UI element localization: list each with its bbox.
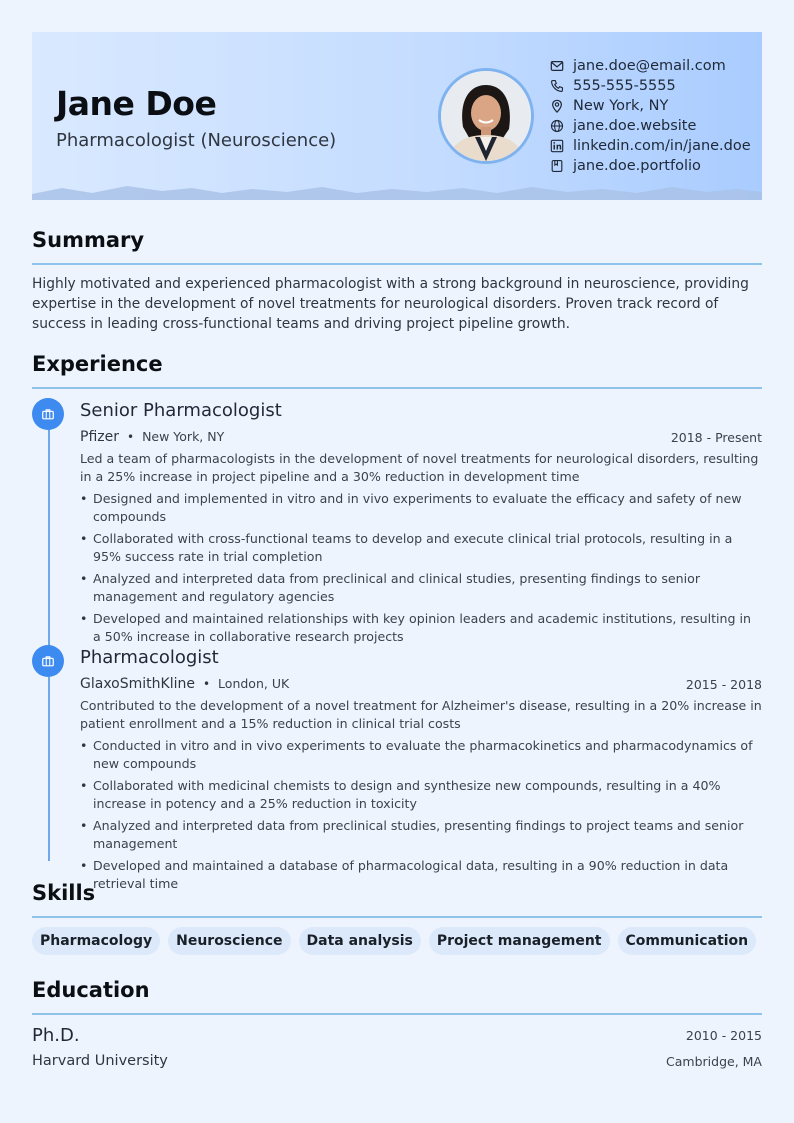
briefcase-icon	[41, 407, 55, 421]
education-school: Harvard University	[32, 1053, 168, 1069]
separator-dot: •	[202, 677, 211, 691]
contact-linkedin-text: linkedin.com/in/jane.doe	[573, 138, 751, 154]
job-entry	[80, 400, 762, 646]
contact-phone[interactable]	[550, 76, 751, 96]
bookmark-icon	[550, 159, 564, 173]
phone-icon	[550, 79, 564, 93]
job-company: GlaxoSmithKline	[80, 676, 195, 692]
mail-icon	[550, 59, 564, 73]
job-description: Led a team of pharmacologists in the development of novel treatments for neurological disorders, resulting in a 25% increase in project pipeline and a 30% reduction in development time	[80, 451, 759, 484]
contact-email-text: jane.doe@email.com	[573, 58, 726, 74]
separator-dot: •	[126, 430, 135, 444]
section-divider	[32, 1013, 762, 1015]
globe-icon	[550, 119, 564, 133]
job-location: London, UK	[218, 676, 290, 691]
list-item: • Designed and implemented in vitro and in vivo experiments to evaluate the efficacy and safety of new compounds	[80, 490, 762, 526]
skill-chip: Communication	[618, 927, 757, 955]
section-title-experience: Experience	[32, 352, 163, 376]
candidate-role: Pharmacologist (Neuroscience)	[56, 130, 337, 151]
list-item: • Developed and maintained a database of pharmacological data, resulting in a 90% reduction in data retrieval time	[80, 857, 762, 893]
contact-list	[550, 56, 751, 176]
list-item: • Analyzed and interpreted data from preclinical studies, presenting findings to project teams and senior management	[80, 817, 762, 853]
header-wave-decoration	[32, 184, 762, 200]
contact-location-text: New York, NY	[573, 98, 669, 114]
education-details	[32, 1053, 762, 1069]
job-description: Contributed to the development of a novel treatment for Alzheimer's disease, resulting in a 20% increase in patient enrollment and a 15% reduction in clinical trial costs	[80, 698, 762, 731]
list-item: • Collaborated with medicinal chemists to design and synthesize new compounds, resulting in a 40% increase in potency and a 25% reduction in toxicity	[80, 777, 762, 813]
contact-portfolio-text: jane.doe.portfolio	[573, 158, 701, 174]
section-title-summary: Summary	[32, 228, 145, 252]
job-location: New York, NY	[142, 429, 225, 444]
skill-chip: Project management	[429, 927, 610, 955]
education-location: Cambridge, MA	[666, 1053, 762, 1069]
section-title-education: Education	[32, 978, 150, 1002]
job-title: Senior Pharmacologist	[80, 400, 282, 421]
contact-phone-text: 555-555-5555	[573, 78, 676, 94]
skills-list	[32, 927, 764, 955]
linkedin-icon	[550, 139, 564, 153]
job-entry	[80, 647, 762, 893]
location-pin-icon	[550, 99, 564, 113]
contact-website[interactable]	[550, 116, 751, 136]
section-title-skills: Skills	[32, 881, 96, 905]
contact-portfolio[interactable]	[550, 156, 751, 176]
profile-photo	[438, 68, 534, 164]
list-item: • Collaborated with cross-functional teams to develop and execute clinical trial protocols, resulting in a 95% success rate in trial completion	[80, 530, 762, 566]
contact-email[interactable]	[550, 56, 751, 76]
skill-chip: Pharmacology	[32, 927, 160, 955]
job-bullet-list	[80, 737, 762, 893]
contact-website-text: jane.doe.website	[573, 118, 697, 134]
list-item: • Analyzed and interpreted data from preclinical and clinical studies, presenting findings to senior management and regulatory agencies	[80, 570, 762, 606]
job-date: 2015 - 2018	[685, 676, 762, 692]
job-marker	[32, 398, 64, 430]
job-marker	[32, 645, 64, 677]
job-title: Pharmacologist	[80, 647, 219, 668]
summary-text: Highly motivated and experienced pharmacologist with a strong background in neuroscience, providing expertise in the development of novel treatments for neurological disorders. Proven track record of success in leading cross-functional teams and driving project pipeline growth.	[32, 276, 749, 332]
list-item: • Conducted in vitro and in vivo experiments to evaluate the pharmacokinetics and pharmacodynamics of new compounds	[80, 737, 762, 773]
section-divider	[32, 387, 762, 389]
contact-linkedin[interactable]	[550, 136, 751, 156]
section-divider	[32, 263, 762, 265]
section-divider	[32, 916, 762, 918]
resume-header	[32, 32, 762, 200]
skill-chip: Neuroscience	[168, 927, 290, 955]
candidate-name: Jane Doe	[56, 84, 217, 123]
job-date: 2018 - Present	[670, 429, 762, 445]
briefcase-icon	[41, 654, 55, 668]
education-entry	[32, 1025, 762, 1046]
experience-timeline-line	[48, 414, 50, 861]
education-degree: Ph.D.	[32, 1025, 80, 1046]
job-bullet-list	[80, 490, 762, 646]
education-date: 2010 - 2015	[685, 1028, 762, 1043]
skill-chip: Data analysis	[299, 927, 421, 955]
job-company: Pfizer	[80, 429, 119, 445]
list-item: • Developed and maintained relationships with key opinion leaders and academic institutions, resulting in a 50% increase in collaborative research projects	[80, 610, 762, 646]
contact-location	[550, 96, 751, 116]
